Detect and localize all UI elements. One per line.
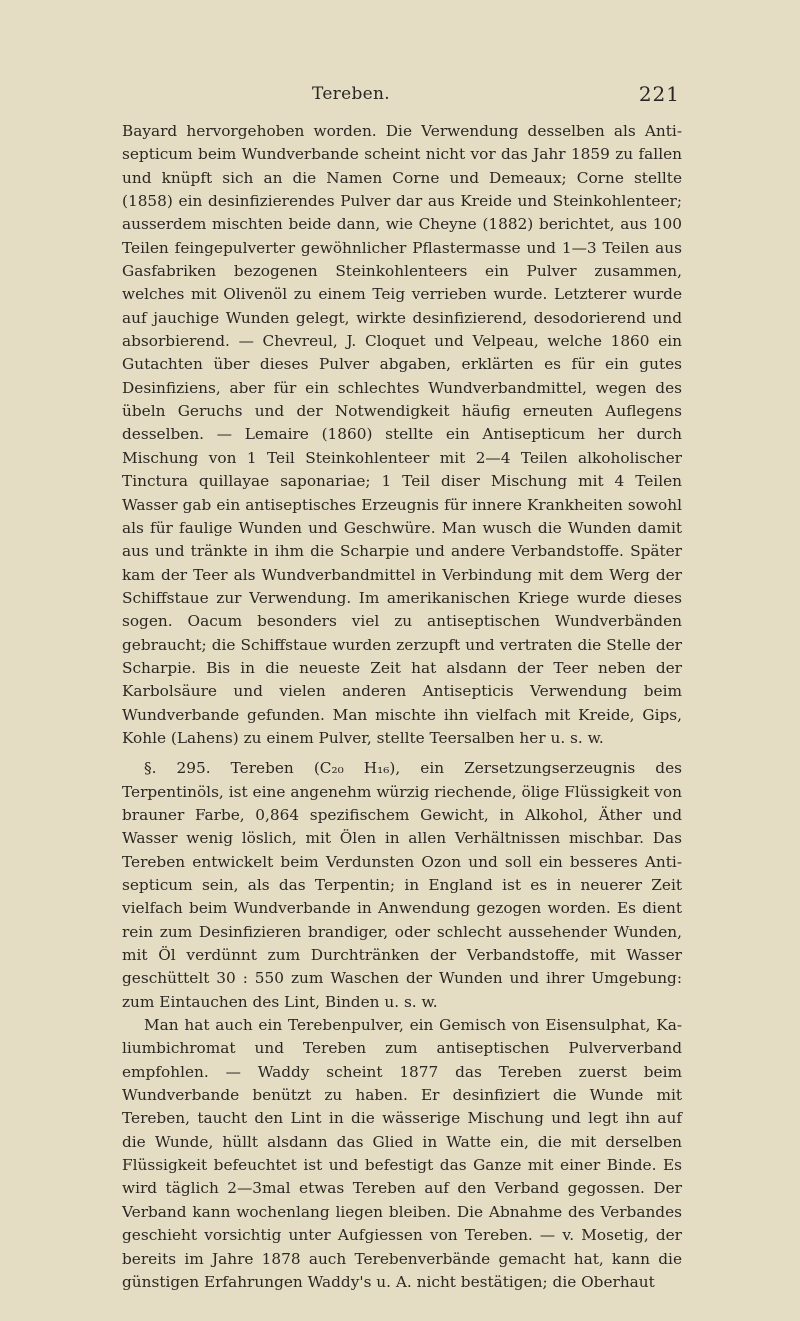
- paragraph-continuation: Bayard hervorgehoben worden. Die Verwendung desselben als Antisepticum beim Wundverbande scheint nicht vor das Jahr 1859 zu fallen und knüpft sich an die Namen Corne und Demeaux; Corne stellte (1858) ein desinfizierendes Pulver dar aus Kreide und Steinkohlenteer; ausserdem mischten beide dann, wie Cheyne (1882) berichtet, aus 100 Teilen feingepulverter gewöhnlicher Pflastermasse und 1—3 Teilen aus Gasfabriken bezogenen Steinkohlenteers ein Pulver zusammen, welches mit Olivenöl zu einem Teig verrieben wurde. Letzterer wurde auf jauchige Wunden gelegt, wirkte desinfizierend, desodorierend und absorbierend. — Chevreul, J. Cloquet und Velpeau, welche 1860 ein Gutachten über dieses Pulver abgaben, erklärten es für ein gutes Desinfiziens, aber für ein schlechtes Wundverbandmittel, wegen des übeln Geruchs und der Notwendigkeit häufig erneuten Auflegens desselben. — Lemaire (1860) stellte ein Antisepticum her durch Mischung von 1 Teil Steinkohlenteer mit 2—4 Teilen alkoholischer Tinctura quillayae saponariae; 1 Teil diser Mischung mit 4 Teilen Wasser gab ein antiseptisches Erzeugnis für innere Krankheiten sowohl als für faulige Wunden und Geschwüre. Man wusch die Wunden damit aus und tränkte in ihm die Scharpie und andere Verbandstoffe. Später kam der Teer als Wundverbandmittel in Verbindung mit dem Werg der Schiffstaue zur Verwendung. Im amerikanischen Kriege wurde dieses sogen. Oacum besonders viel zu antiseptischen Wundverbänden gebraucht; die Schiffstaue wurden zerzupft und vertraten die Stelle der Scharpie. Bis in die neueste Zeit hat alsdann der Teer neben der Karbolsäure und vielen anderen Antisepticis Verwendung beim Wundverbande gefunden. Man mischte ihn vielfach mit Kreide, Gips, Kohle (Lahens) zu einem Pulver, stellte Teersalben her u. s. w.: [122, 122, 682, 747]
- page-header: [0, 84, 800, 110]
- paragraph-section-295: §. 295. Tereben (C₂₀ H₁₆), ein Zersetzungserzeugnis des Terpentinöls, ist eine angenehm würzig riechende, ölige Flüssigkeit von brauner Farbe, 0,864 spezifischem Gewicht, in Alkohol, Äther und Wasser wenig löslich, mit Ölen in allen Verhältnissen mischbar. Das Tereben entwickelt beim Verdunsten Ozon und soll ein besseres Antisepticum sein, als das Terpentin; in England ist es in neuerer Zeit vielfach beim Wundverbande in Anwendung gezogen worden. Es dient rein zum Desinfizieren brandiger, oder schlecht aussehender Wunden, mit Öl verdünnt zum Durchtränken der Verbandstoffe, mit Wasser geschüttelt 30 : 550 zum Waschen der Wunden und ihrer Umgebung: zum Eintauchen des Lint, Binden u. s. w.: [122, 759, 682, 1011]
- page-number: 221: [638, 82, 680, 106]
- paragraph-terebenpulver: Man hat auch ein Terebenpulver, ein Gemisch von Eisensulphat, Kaliumbichromat und Tereben zum antiseptischen Pulververband empfohlen. — Waddy scheint 1877 das Tereben zuerst beim Wundverbande benützt zu haben. Er desinfiziert die Wunde mit Tereben, taucht den Lint in die wässerige Mischung und legt ihn auf die Wunde, hüllt alsdann das Glied in Watte ein, die mit derselben Flüssigkeit befeuchtet ist und befestigt das Ganze mit einer Binde. Es wird täglich 2—3mal etwas Tereben auf den Verband gegossen. Der Verband kann wochenlang liegen bleiben. Die Abnahme des Verbandes geschieht vorsichtig unter Aufgiessen von Tereben. — v. Mosetig, der bereits im Jahre 1878 auch Terebenverbände gemacht hat, kann die günstigen Erfahrungen Waddy's u. A. nicht bestätigen; die Oberhaut: [122, 1016, 682, 1291]
- running-title: Tereben.: [312, 84, 390, 104]
- body-text: [122, 120, 682, 1294]
